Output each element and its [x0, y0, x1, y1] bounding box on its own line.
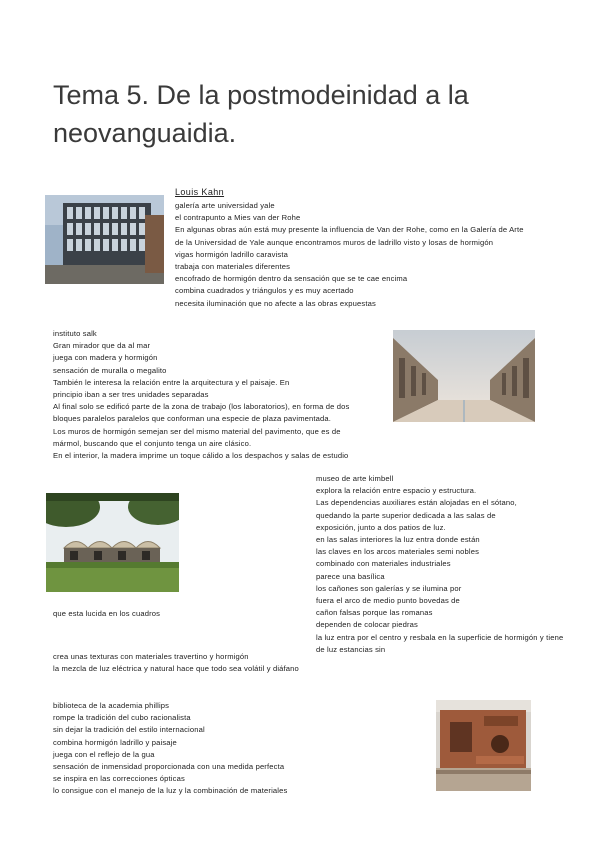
- text-line: Las dependencias auxiliares están alojadas en el sótano,: [316, 498, 517, 508]
- text-line: También le interesa la relación entre la arquitectura y el paisaje. En: [53, 377, 290, 387]
- text-line: En algunas obras aún está muy presente la influencia de Van der Rohe, como en la Galería de Arte: [175, 225, 524, 235]
- text-line: sensación de inmensidad proporcionada con una medida perfecta: [53, 762, 285, 772]
- text-line: las claves en los arcos materiales semi nobles: [316, 547, 480, 557]
- text-line: instituto salk: [53, 329, 97, 338]
- text-line: la luz entra por el centro y resbala en la superficie de hormigón y tiene: [316, 632, 564, 642]
- text-line: la mezcla de luz eléctrica y natural hace que todo sea volátil y diáfano: [53, 664, 299, 674]
- kimbell-side-note: [53, 608, 160, 620]
- text-line: crea unas texturas con materiales travertino y hormigón: [53, 652, 249, 661]
- text-line: dependen de colocar piedras: [316, 620, 418, 630]
- title-line-2: neovanguaidia.: [53, 118, 237, 148]
- text-line: combina cuadrados y triángulos y es muy acertado: [175, 286, 354, 296]
- text-line: sensación de muralla o megalito: [53, 365, 167, 375]
- yale-gallery-photo: [45, 195, 164, 284]
- text-line: juega con madera y hormigón: [53, 353, 158, 363]
- text-line: En el interior, la madera imprime un toque cálido a los despachos y salas de estudio: [53, 451, 349, 461]
- text-line: exposición, junto a dos patios de luz.: [316, 522, 446, 532]
- text-line: quedando la parte superior dedicada a las salas de: [316, 510, 496, 520]
- kimbell-text: [316, 473, 563, 656]
- text-line: el contrapunto a Mies van der Rohe: [175, 213, 301, 223]
- text-line: encofrado de hormigón dentro da sensación que se te cae encima: [175, 274, 408, 284]
- text-line: explora la relación entre espacio y estructura.: [316, 486, 477, 496]
- text-line: parece una basílica: [316, 571, 385, 581]
- text-line: rompe la tradición del cubo racionalista: [53, 713, 191, 723]
- text-line: juega con el reflejo de la gua: [53, 749, 155, 759]
- text-line: cañon falsas porque las romanas: [316, 608, 433, 618]
- text-line: que esta lucida en los cuadros: [53, 609, 161, 618]
- parliament-brick-photo: [436, 700, 531, 791]
- text-line: Los muros de hormigón semejan ser del mismo material del pavimento, que es de: [53, 426, 341, 436]
- text-line: necesita iluminación que no afecte a las obras expuestas: [175, 298, 376, 308]
- text-line: fuera el arco de medio punto bovedas de: [316, 596, 460, 606]
- title-line-1: Tema 5. De la postmodeinidad a la: [53, 80, 469, 110]
- text-line: galería arte universidad yale: [175, 201, 275, 210]
- text-line: lo consigue con el manejo de la luz y la combinación de materiales: [53, 786, 288, 796]
- text-line: vigas hormigón ladrillo caravista: [175, 249, 288, 259]
- kimbell-museum-photo: [46, 493, 179, 592]
- text-line: principio iban a ser tres unidades separadas: [53, 390, 209, 400]
- text-line: de luz estancias sin: [316, 644, 386, 654]
- text-line: trabaja con materiales diferentes: [175, 262, 291, 272]
- text-line: sin dejar la tradición del estilo internacional: [53, 725, 205, 735]
- text-line: Gran mirador que da al mar: [53, 341, 151, 351]
- text-line: museo de arte kimbell: [316, 474, 394, 483]
- text-line: se inspira en las correcciones ópticas: [53, 774, 185, 784]
- text-line: los cañones son galerías y se ilumina por: [316, 583, 462, 593]
- salk-text: [53, 328, 349, 462]
- kimbell-extra-text: [53, 651, 299, 675]
- text-line: combinado con materiales industriales: [316, 559, 451, 569]
- text-line: bloques paralelos paralelos que conforman una especie de plaza pavimentada.: [53, 414, 332, 424]
- salk-institute-photo: [393, 330, 535, 422]
- text-line: biblioteca de la academia phillips: [53, 701, 170, 710]
- page-title: [53, 76, 553, 152]
- text-line: combina hormigón ladrillo y paisaje: [53, 737, 177, 747]
- text-line: en las salas interiores la luz entra donde están: [316, 535, 480, 545]
- phillips-text: [53, 700, 287, 798]
- kahn-heading: Louis Kahn: [175, 187, 225, 197]
- text-line: mármol, buscando que el conjunto tenga un aire clásico.: [53, 438, 252, 448]
- text-line: Al final solo se edificó parte de la zona de trabajo (los laboratorios), en forma de dos: [53, 402, 350, 412]
- text-line: de la Universidad de Yale aunque encontramos muros de ladrillo visto y losas de hormigón: [175, 237, 494, 247]
- kahn-text: [175, 200, 524, 310]
